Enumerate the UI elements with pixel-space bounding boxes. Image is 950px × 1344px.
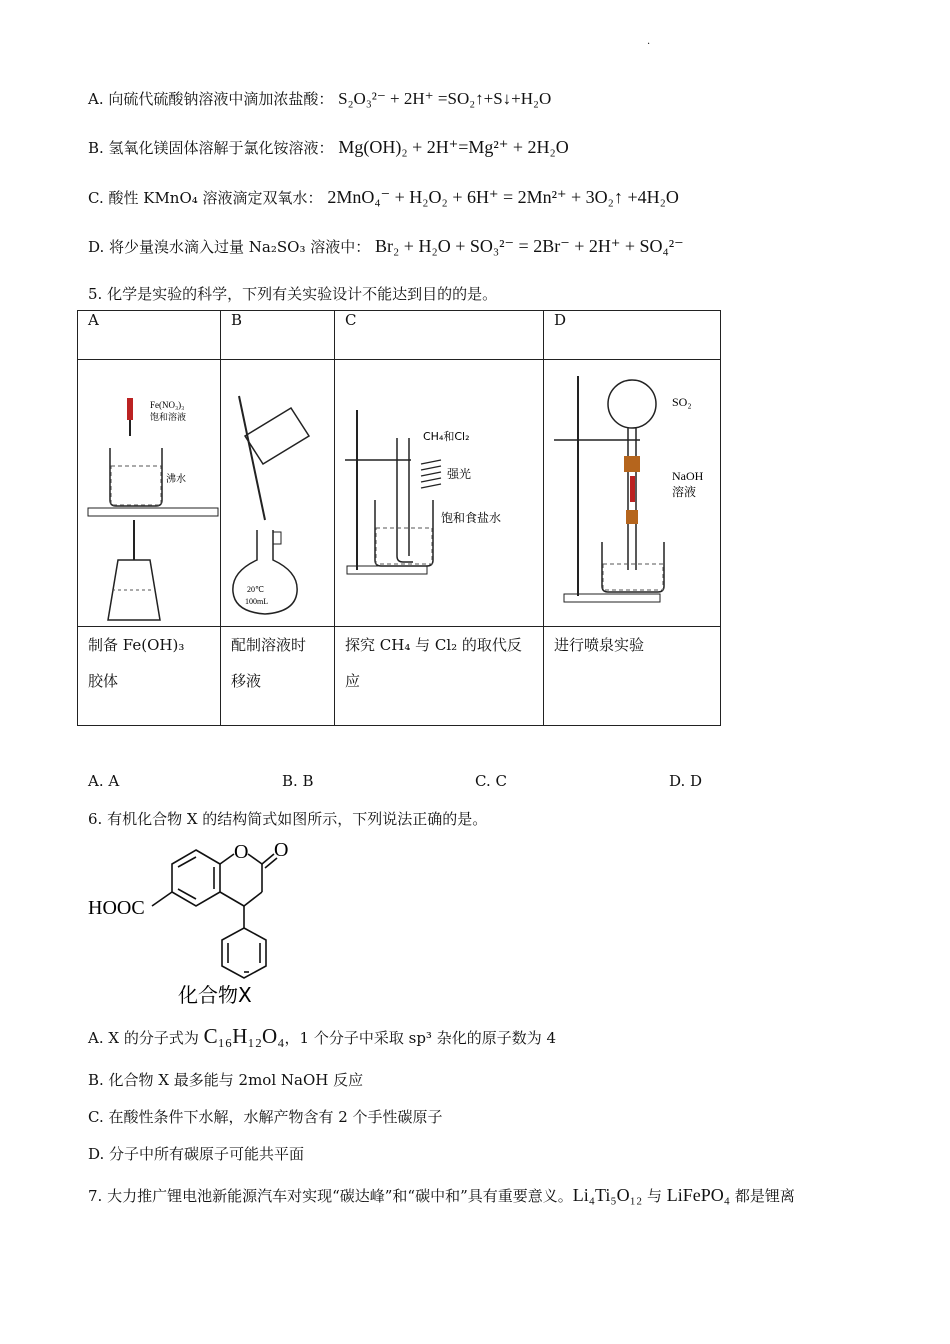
q6-option-d: D. 分子中所有碳原子可能共平面 <box>88 1145 305 1163</box>
q5-choice-a: A. A <box>88 772 120 790</box>
compound-name: 化合物X <box>178 983 252 1007</box>
formula-lifepo4: LiFePO₄ <box>666 1185 731 1205</box>
q6-stem: 6. 有机化合物 X 的结构简式如图所示，下列说法正确的是。 <box>88 810 488 828</box>
q4-option-a <box>88 88 551 109</box>
page-dot: . <box>647 36 651 47</box>
q5-stem: 5. 化学是实验的科学，下列有关实验设计不能达到目的的是。 <box>88 285 498 303</box>
carbonyl-oxygen-label: O <box>274 839 289 861</box>
gas-label: CH₄和Cl₂ <box>423 430 470 443</box>
q5-caption-d: 进行喷泉实验 <box>544 627 721 726</box>
q5-caption-c: 探究 CH₄ 与 Cl₂ 的取代反 应 <box>335 627 544 726</box>
naoh-label: NaOH <box>672 469 704 483</box>
glass-rod <box>239 396 265 520</box>
q6-option-c: C. 在酸性条件下水解，水解产物含有 2 个手性碳原子 <box>88 1108 443 1126</box>
alcohol-lamp <box>108 560 160 620</box>
q4-option-c-equation: 2MnO₄⁻ + H₂O₂ + 6H⁺ = 2Mn²⁺ + 3O₂↑ +4H₂O <box>327 187 679 207</box>
fountain-experiment-apparatus <box>544 360 720 622</box>
reagent-label: Fe(NO₃)₃ <box>150 400 185 410</box>
q4-option-c <box>88 187 679 208</box>
molecular-formula: C₁₆H₁₂O₄ <box>203 1024 285 1048</box>
ring-oxygen-label: O <box>234 841 249 863</box>
q5-choice-d: D. D <box>669 772 703 790</box>
q5-choice-c: C. C <box>475 772 507 790</box>
pinch-clamp <box>626 510 638 524</box>
dropper-bulb <box>127 398 133 420</box>
q6-option-b: B. 化合物 X 最多能与 2mol NaOH 反应 <box>88 1071 364 1089</box>
q4-option-b <box>88 137 569 158</box>
strong-light-symbol <box>421 460 441 488</box>
q4-option-c-label: C. 酸性 KMnO₄ 溶液滴定双氧水： <box>88 189 323 207</box>
q5-figure-d <box>544 360 721 627</box>
beaker <box>602 542 664 592</box>
q5-header-b: B <box>221 311 335 360</box>
q5-figure-b <box>221 360 335 627</box>
hooc-label: HOOC <box>88 897 145 919</box>
q4-option-a-equation: S₂O₃²⁻ + 2H⁺ =SO₂↑+S↓+H₂O <box>338 89 552 108</box>
q5-choice-b: B. B <box>282 772 314 790</box>
q5-figure-a <box>78 360 221 627</box>
boiling-water-apparatus <box>78 360 220 622</box>
q4-option-b-equation: Mg(OH)₂ + 2H⁺=Mg²⁺ + 2H₂O <box>338 137 569 157</box>
dropper <box>630 476 635 502</box>
q4-option-a-label: A. 向硫代硫酸钠溶液中滴加浓盐酸： <box>88 90 334 108</box>
formula-li4ti5o12: Li₄Ti₅O₁₂ <box>572 1185 643 1205</box>
saturated-brine-label: 饱和食盐水 <box>441 511 502 525</box>
q7-stem: 7. 大力推广锂电池新能源汽车对实现“碳达峰”和“碳中和”具有重要意义。Li₄Ti₅O₁₂ 与 LiFePO₄ 都是锂离 <box>88 1185 795 1205</box>
so2-label: SO₂ <box>672 395 692 409</box>
reagent-label-2: 饱和溶液 <box>150 413 187 423</box>
q5-caption-a: 制备 Fe(OH)₃ 胶体 <box>78 627 221 726</box>
q4-option-d-label: D. 将少量溴水滴入过量 Na₂SO₃ 溶液中： <box>88 238 371 256</box>
test-tube <box>397 438 413 562</box>
rubber-stopper <box>624 456 640 472</box>
q5-header-a: A <box>78 311 221 360</box>
q6-option-a: A. X 的分子式为 C₁₆H₁₂O₄，1 个分子中采取 sp³ 杂化的原子数为 4 <box>88 1024 557 1048</box>
q4-option-b-label: B. 氢氧化镁固体溶解于氯化铵溶液： <box>88 139 334 157</box>
q4-option-d-equation: Br₂ + H₂O + SO₃²⁻ = 2Br⁻ + 2H⁺ + SO₄²⁻ <box>375 236 684 256</box>
boiling-water-label: 沸水 <box>166 474 186 485</box>
flask-volume-label: 100mL <box>245 597 269 606</box>
pouring-beaker <box>245 408 309 464</box>
q5-caption-b: 配制溶液时 移液 <box>221 627 335 726</box>
flask-temperature-label: 20℃ <box>247 585 264 594</box>
solution-label: 溶液 <box>672 485 697 499</box>
q4-option-d <box>88 236 684 257</box>
q5-header-c: C <box>335 311 544 360</box>
trough-beaker <box>375 500 433 566</box>
q5-figure-c <box>335 360 544 627</box>
substitution-reaction-apparatus <box>335 360 543 622</box>
compound-x-structure <box>86 830 306 1010</box>
beaker <box>110 448 162 506</box>
q5-table <box>77 310 721 726</box>
q5-header-d: D <box>544 311 721 360</box>
volumetric-flask-apparatus <box>221 360 334 622</box>
round-flask <box>608 380 656 428</box>
strong-light-label: 强光 <box>447 467 472 481</box>
